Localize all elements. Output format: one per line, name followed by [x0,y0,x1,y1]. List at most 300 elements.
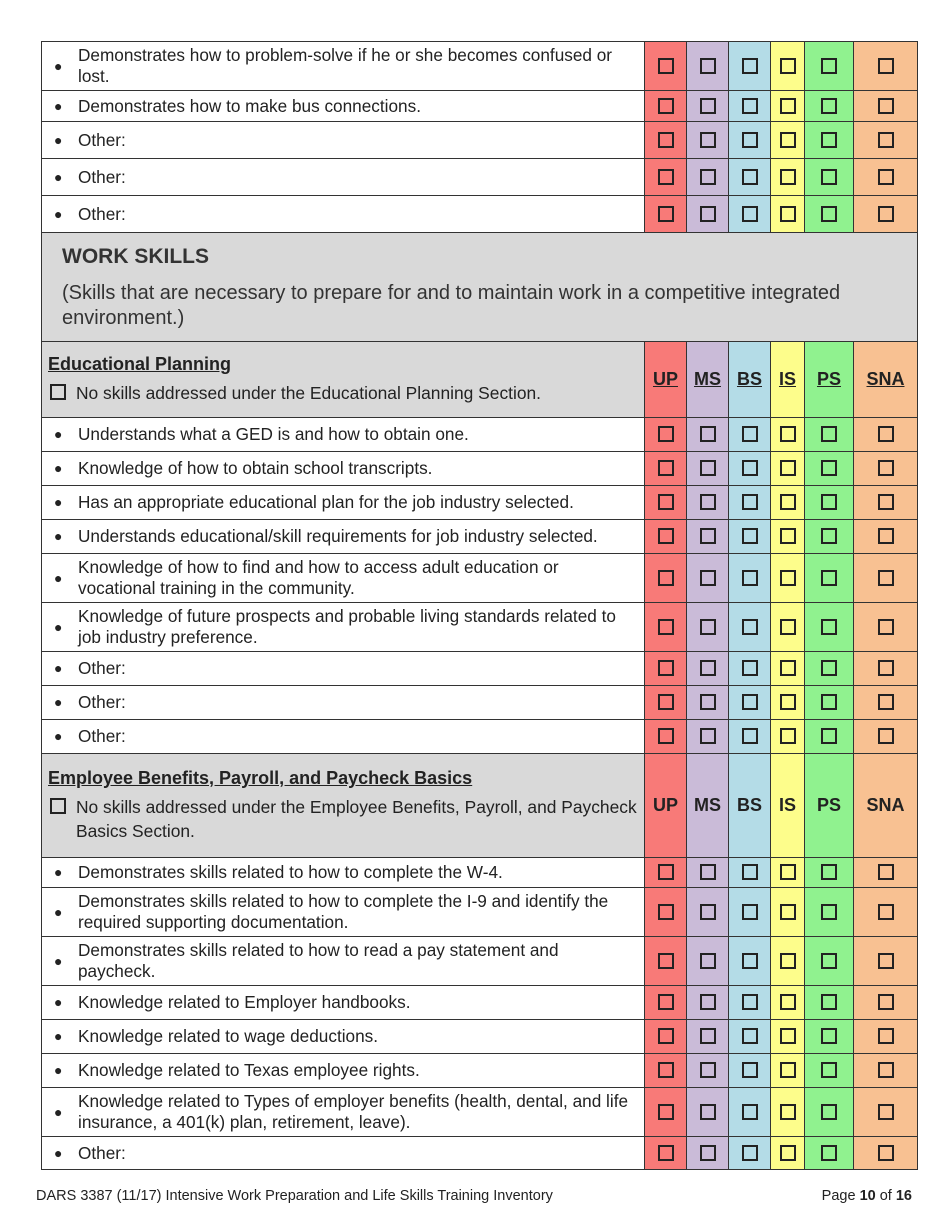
checkbox-is[interactable] [780,494,796,510]
rating-cell-ms [687,858,729,888]
rating-cell-is [771,520,805,554]
column-header-label: SNA [866,369,905,389]
checkbox-sna[interactable] [878,660,894,676]
skill-text: Other: [78,692,126,712]
checkbox-ps[interactable] [821,494,837,510]
rating-cell-bs [729,686,771,720]
checkbox-up[interactable] [658,1062,674,1078]
rating-cell-sna [854,720,918,754]
rating-cell-is [771,486,805,520]
rating-cell-ms [687,1088,729,1137]
checkbox-ps[interactable] [821,864,837,880]
column-header-is [771,754,805,858]
checkbox-ms[interactable] [700,528,716,544]
checkbox-sna[interactable] [878,98,894,114]
skill-text: Other: [78,129,126,150]
skill-item [42,204,644,225]
skill-text: Knowledge of future prospects and probable living standards related to job industry preference. [78,606,616,647]
checkbox-up[interactable] [658,660,674,676]
rating-cell-sna [854,1088,918,1137]
checkbox-ps[interactable] [821,132,837,148]
rating-cell-up [645,1054,687,1088]
rating-cell-bs [729,418,771,452]
checkbox-bs[interactable] [742,619,758,635]
rating-cell-ps [805,42,854,91]
checkbox-ms[interactable] [700,1028,716,1044]
rating-cell-ms [687,486,729,520]
rating-cell-is [771,452,805,486]
checkbox-ps[interactable] [821,58,837,74]
skill-text: Knowledge of how to obtain school transcripts. [78,458,433,478]
checkbox-sna[interactable] [878,570,894,586]
checkbox-up[interactable] [658,132,674,148]
checkbox-is[interactable] [780,426,796,442]
checkbox-is[interactable] [780,169,796,185]
table-row [42,1020,918,1054]
rating-cell-ps [805,888,854,937]
bullet-icon: ● [54,660,63,676]
checkbox-ps[interactable] [821,694,837,710]
checkbox-ms[interactable] [700,728,716,744]
rating-cell-ms [687,554,729,603]
checkbox-up[interactable] [658,1104,674,1120]
checkbox-ps[interactable] [821,460,837,476]
checkbox-ms[interactable] [700,619,716,635]
skill-item [42,1026,644,1047]
skill-text: Demonstrates skills related to how to complete the I-9 and identify the required supporting documentation. [78,891,609,932]
rating-cell-up [645,858,687,888]
rating-cell-is [771,720,805,754]
rating-cell-is [771,1137,805,1170]
checkbox-is[interactable] [780,619,796,635]
checkbox-ms[interactable] [700,494,716,510]
skill-cell [42,603,645,652]
checkbox-sna[interactable] [878,132,894,148]
checkbox-bs[interactable] [742,1028,758,1044]
column-header-ps [805,754,854,858]
inventory-table [41,41,918,1170]
table-row [42,1137,918,1170]
rating-cell-up [645,91,687,122]
checkbox-is[interactable] [780,132,796,148]
checkbox-ms[interactable] [700,570,716,586]
checkbox-bs[interactable] [742,98,758,114]
checkbox-ps[interactable] [821,1145,837,1161]
page-number [822,1188,912,1204]
rating-cell-ms [687,937,729,986]
column-header-label: SNA [866,795,905,815]
rating-cell-sna [854,554,918,603]
rating-cell-up [645,554,687,603]
checkbox-ps[interactable] [821,1028,837,1044]
skill-text: Other: [78,166,126,187]
skill-item [42,1060,644,1081]
rating-cell-sna [854,1054,918,1088]
checkbox-ps[interactable] [821,570,837,586]
banner-row [42,233,918,342]
checkbox-ms[interactable] [700,953,716,969]
checkbox-bs[interactable] [742,728,758,744]
bullet-icon: ● [54,694,63,710]
rating-cell-up [645,42,687,91]
rating-cell-up [645,122,687,159]
skill-cell [42,858,645,888]
checkbox-up[interactable] [658,904,674,920]
checkbox-sna[interactable] [878,58,894,74]
rating-cell-bs [729,196,771,233]
skill-text: Understands what a GED is and how to obtain one. [78,424,469,444]
rating-cell-ps [805,720,854,754]
rating-cell-bs [729,937,771,986]
checkbox-sna[interactable] [878,169,894,185]
checkbox-ms[interactable] [700,864,716,880]
bullet-icon: ● [54,168,63,185]
rating-cell-up [645,986,687,1020]
checkbox-is[interactable] [780,728,796,744]
column-header-label: BS [736,369,762,389]
rating-cell-sna [854,686,918,720]
rating-cell-up [645,1137,687,1170]
rating-cell-ps [805,554,854,603]
skill-text: Other: [78,1142,126,1163]
skill-text: Knowledge related to wage deductions. [78,1026,379,1046]
checkbox-ms[interactable] [700,98,716,114]
checkbox-ms[interactable] [700,1062,716,1078]
skill-item [42,557,644,599]
skill-text: Other: [78,203,126,224]
bullet-icon: ● [54,205,63,222]
checkbox-is[interactable] [780,1145,796,1161]
column-header-up [645,754,687,858]
checkbox-is[interactable] [780,660,796,676]
rating-cell-ms [687,91,729,122]
rating-cell-ms [687,603,729,652]
checkbox-bs[interactable] [742,494,758,510]
table-row [42,1054,918,1088]
checkbox-ms[interactable] [700,660,716,676]
checkbox-up[interactable] [658,1028,674,1044]
skill-cell [42,159,645,196]
skill-cell [42,554,645,603]
checkbox-up[interactable] [658,58,674,74]
skill-text: Demonstrates skills related to how to complete the W-4. [78,862,503,882]
rating-cell-sna [854,858,918,888]
table-row [42,1088,918,1137]
bullet-icon: ● [54,728,63,744]
rating-cell-ms [687,122,729,159]
checkbox-ms[interactable] [700,694,716,710]
checkbox-ps[interactable] [821,619,837,635]
checkbox-ms[interactable] [700,1104,716,1120]
skill-item [42,458,644,479]
column-header-label: IS [778,369,796,389]
skill-cell [42,418,645,452]
no-skills-option [48,381,638,405]
column-header-label: MS [694,369,721,389]
checkbox-up[interactable] [658,528,674,544]
table-row [42,122,918,159]
section-header-row [42,342,918,418]
checkbox-sna[interactable] [878,904,894,920]
checkbox-bs[interactable] [742,694,758,710]
checkbox-is[interactable] [780,58,796,74]
skill-text: Demonstrates how to make bus connections. [78,95,421,116]
checkbox-is[interactable] [780,206,796,222]
rating-cell-ps [805,986,854,1020]
skill-cell [42,888,645,937]
rating-cell-sna [854,1020,918,1054]
checkbox-sna[interactable] [878,1062,894,1078]
skill-item [42,1143,644,1164]
rating-cell-sna [854,159,918,196]
bullet-icon: ● [54,864,63,880]
rating-cell-bs [729,159,771,196]
no-skills-checkbox[interactable] [50,384,66,400]
skill-text: Demonstrates skills related to how to read a pay statement and paycheck. [78,940,559,981]
skill-cell [42,937,645,986]
bullet-icon: ● [54,131,63,148]
checkbox-up[interactable] [658,728,674,744]
checkbox-is[interactable] [780,460,796,476]
rating-cell-up [645,686,687,720]
column-header-ps [805,342,854,418]
column-header-label: UP [652,795,678,815]
skill-item [42,692,644,713]
rating-cell-ms [687,1020,729,1054]
checkbox-ms[interactable] [700,994,716,1010]
checkbox-ms[interactable] [700,904,716,920]
checkbox-sna[interactable] [878,1104,894,1120]
checkbox-up[interactable] [658,494,674,510]
column-header-is [771,342,805,418]
column-header-label: BS [736,795,762,815]
skill-text: Other: [78,658,126,678]
checkbox-bs[interactable] [742,58,758,74]
checkbox-is[interactable] [780,1062,796,1078]
checkbox-is[interactable] [780,1028,796,1044]
checkbox-bs[interactable] [742,570,758,586]
table-row [42,686,918,720]
rating-cell-is [771,159,805,196]
checkbox-bs[interactable] [742,1062,758,1078]
rating-cell-ms [687,986,729,1020]
checkbox-is[interactable] [780,570,796,586]
checkbox-ms[interactable] [700,132,716,148]
checkbox-up[interactable] [658,570,674,586]
rating-cell-bs [729,1137,771,1170]
rating-cell-up [645,720,687,754]
checkbox-is[interactable] [780,994,796,1010]
rating-cell-is [771,652,805,686]
rating-cell-bs [729,858,771,888]
skill-cell [42,1020,645,1054]
column-header-label: MS [694,795,721,815]
rating-cell-sna [854,1137,918,1170]
rating-cell-up [645,1020,687,1054]
rating-cell-ms [687,1054,729,1088]
rating-cell-is [771,858,805,888]
rating-cell-sna [854,986,918,1020]
checkbox-up[interactable] [658,619,674,635]
checkbox-ps[interactable] [821,660,837,676]
checkbox-up[interactable] [658,994,674,1010]
checkbox-ps[interactable] [821,528,837,544]
checkbox-ps[interactable] [821,98,837,114]
checkbox-ps[interactable] [821,169,837,185]
rating-cell-ps [805,937,854,986]
checkbox-sna[interactable] [878,206,894,222]
checkbox-bs[interactable] [742,864,758,880]
checkbox-bs[interactable] [742,994,758,1010]
checkbox-is[interactable] [780,694,796,710]
checkbox-sna[interactable] [878,728,894,744]
checkbox-up[interactable] [658,1145,674,1161]
checkbox-ps[interactable] [821,904,837,920]
skill-item [42,891,644,933]
table-row [42,652,918,686]
rating-cell-sna [854,652,918,686]
checkbox-sna[interactable] [878,619,894,635]
skill-item [42,1091,644,1133]
checkbox-up[interactable] [658,953,674,969]
rating-cell-ps [805,418,854,452]
skill-item [42,130,644,151]
rating-cell-is [771,122,805,159]
checkbox-is[interactable] [780,98,796,114]
skill-item [42,658,644,679]
checkbox-ps[interactable] [821,994,837,1010]
rating-cell-is [771,937,805,986]
checkbox-is[interactable] [780,864,796,880]
checkbox-bs[interactable] [742,132,758,148]
section-title: Employee Benefits, Payroll, and Paycheck Basics [48,768,473,788]
checkbox-ps[interactable] [821,426,837,442]
rating-cell-ps [805,686,854,720]
rating-cell-ms [687,888,729,937]
checkbox-up[interactable] [658,694,674,710]
table-row [42,159,918,196]
rating-cell-ms [687,452,729,486]
skill-cell [42,91,645,122]
bullet-icon: ● [54,1144,63,1161]
checkbox-bs[interactable] [742,904,758,920]
skill-item [42,862,644,883]
checkbox-bs[interactable] [742,660,758,676]
checkbox-sna[interactable] [878,694,894,710]
checkbox-is[interactable] [780,904,796,920]
skill-cell [42,986,645,1020]
rating-cell-sna [854,91,918,122]
rating-cell-ps [805,196,854,233]
skill-text: Other: [78,726,126,746]
checkbox-ps[interactable] [821,1104,837,1120]
bullet-icon: ● [54,952,63,969]
skill-item [42,940,644,982]
checkbox-up[interactable] [658,98,674,114]
bullet-icon: ● [54,1103,63,1120]
checkbox-bs[interactable] [742,528,758,544]
checkbox-up[interactable] [658,864,674,880]
rating-cell-up [645,418,687,452]
checkbox-sna[interactable] [878,864,894,880]
checkbox-ms[interactable] [700,169,716,185]
checkbox-ms[interactable] [700,1145,716,1161]
checkbox-sna[interactable] [878,494,894,510]
rating-cell-bs [729,652,771,686]
checkbox-ps[interactable] [821,1062,837,1078]
table-row [42,720,918,754]
no-skills-option [48,795,638,843]
table-row [42,858,918,888]
checkbox-up[interactable] [658,426,674,442]
checkbox-bs[interactable] [742,1145,758,1161]
checkbox-bs[interactable] [742,169,758,185]
rating-cell-is [771,42,805,91]
section-header-row [42,754,918,858]
checkbox-sna[interactable] [878,528,894,544]
rating-cell-sna [854,122,918,159]
checkbox-bs[interactable] [742,206,758,222]
checkbox-sna[interactable] [878,426,894,442]
checkbox-ps[interactable] [821,728,837,744]
rating-cell-sna [854,452,918,486]
checkbox-bs[interactable] [742,426,758,442]
work-skills-banner [42,233,918,342]
checkbox-up[interactable] [658,460,674,476]
column-header-ms [687,754,729,858]
checkbox-bs[interactable] [742,460,758,476]
skill-cell [42,42,645,91]
skill-cell [42,686,645,720]
rating-cell-bs [729,1054,771,1088]
rating-cell-up [645,196,687,233]
checkbox-is[interactable] [780,953,796,969]
checkbox-sna[interactable] [878,460,894,476]
rating-cell-ms [687,1137,729,1170]
checkbox-sna[interactable] [878,1028,894,1044]
checkbox-ms[interactable] [700,58,716,74]
rating-cell-sna [854,888,918,937]
column-header-sna [854,754,918,858]
rating-cell-ps [805,486,854,520]
checkbox-sna[interactable] [878,953,894,969]
rating-cell-ps [805,452,854,486]
rating-cell-is [771,91,805,122]
checkbox-bs[interactable] [742,1104,758,1120]
bullet-icon: ● [54,903,63,920]
checkbox-up[interactable] [658,206,674,222]
page-of: of [879,1188,892,1204]
rating-cell-bs [729,486,771,520]
rating-cell-ms [687,720,729,754]
checkbox-ps[interactable] [821,953,837,969]
page-prefix: Page [821,1188,856,1204]
checkbox-up[interactable] [658,169,674,185]
checkbox-ms[interactable] [700,206,716,222]
checkbox-bs[interactable] [742,953,758,969]
checkbox-ms[interactable] [700,426,716,442]
no-skills-label: No skills addressed under the Educational Planning Section. [76,383,542,403]
checkbox-sna[interactable] [878,1145,894,1161]
checkbox-ps[interactable] [821,206,837,222]
checkbox-is[interactable] [780,1104,796,1120]
no-skills-checkbox[interactable] [50,798,66,814]
checkbox-ms[interactable] [700,460,716,476]
checkbox-sna[interactable] [878,994,894,1010]
checkbox-is[interactable] [780,528,796,544]
bullet-icon: ● [54,528,63,544]
rating-cell-sna [854,196,918,233]
